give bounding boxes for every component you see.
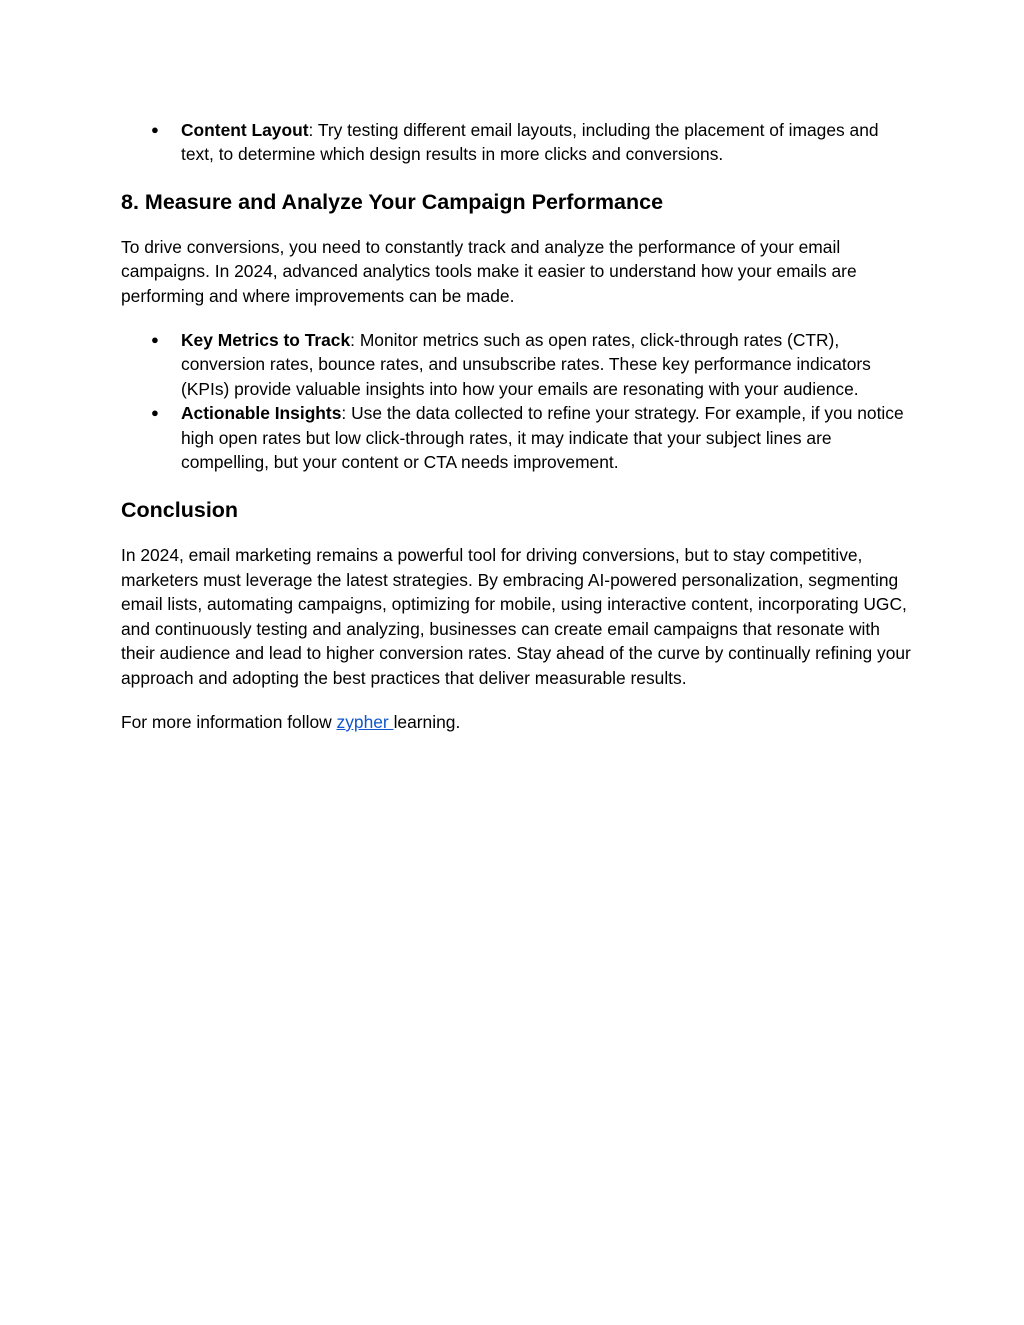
metrics-list <box>121 328 911 474</box>
bullet-text: : Monitor metrics such as open rates, click-through rates (CTR), conversion rates, bounce rates, and unsubscribe rates. These key performance indicators (KPIs) provide valuable insights into how your emails are resonating with your audience. <box>181 330 871 399</box>
list-item-content-layout <box>121 118 911 167</box>
bullet-icon: ● <box>151 332 159 348</box>
bullet-icon: ● <box>151 405 159 421</box>
more-info-prefix: For more information follow <box>121 711 337 732</box>
bullet-icon: ● <box>151 122 159 137</box>
zypher-link[interactable]: zypher <box>336 711 394 732</box>
section-heading-conclusion: Conclusion <box>121 498 239 523</box>
list-item-actionable-insights <box>121 401 911 474</box>
list-item-key-metrics <box>121 328 911 401</box>
conclusion-paragraph: In 2024, email marketing remains a powerful tool for driving conversions, but to stay competitive, marketers must leverage the latest strategies. By embracing AI-powered personalization, segmenting email lists, automating campaigns, optimizing for mobile, using interactive content, incorporating UGC, and continuously testing and analyzing, businesses can create email campaigns that resonate with their audience and lead to higher conversion rates. Stay ahead of the curve by continually refining your approach and adopting the best practices that deliver measurable results. <box>121 545 911 688</box>
more-info-suffix: learning. <box>393 711 461 732</box>
section-heading-measure: 8. Measure and Analyze Your Campaign Performance <box>121 189 664 214</box>
document-page <box>121 118 911 734</box>
content-layout-list <box>121 118 911 167</box>
bullet-text: : Try testing different email layouts, including the placement of images and text, to determine which design results in more clicks and conversions. <box>181 120 879 165</box>
more-info-paragraph <box>121 710 911 734</box>
bullet-term: Content Layout <box>181 120 309 140</box>
bullet-text: : Use the data collected to refine your strategy. For example, if you notice high open rates but low click-through rates, it may indicate that your subject lines are compelling, but your content or CTA needs improvement. <box>181 403 904 473</box>
bullet-term: Key Metrics to Track <box>181 330 351 351</box>
bullet-term: Actionable Insights <box>181 403 342 424</box>
section-intro-measure: To drive conversions, you need to constantly track and analyze the performance of your email campaigns. In 2024, advanced analytics tools make it easier to understand how your emails are performing and where improvements can be made. <box>121 236 857 306</box>
